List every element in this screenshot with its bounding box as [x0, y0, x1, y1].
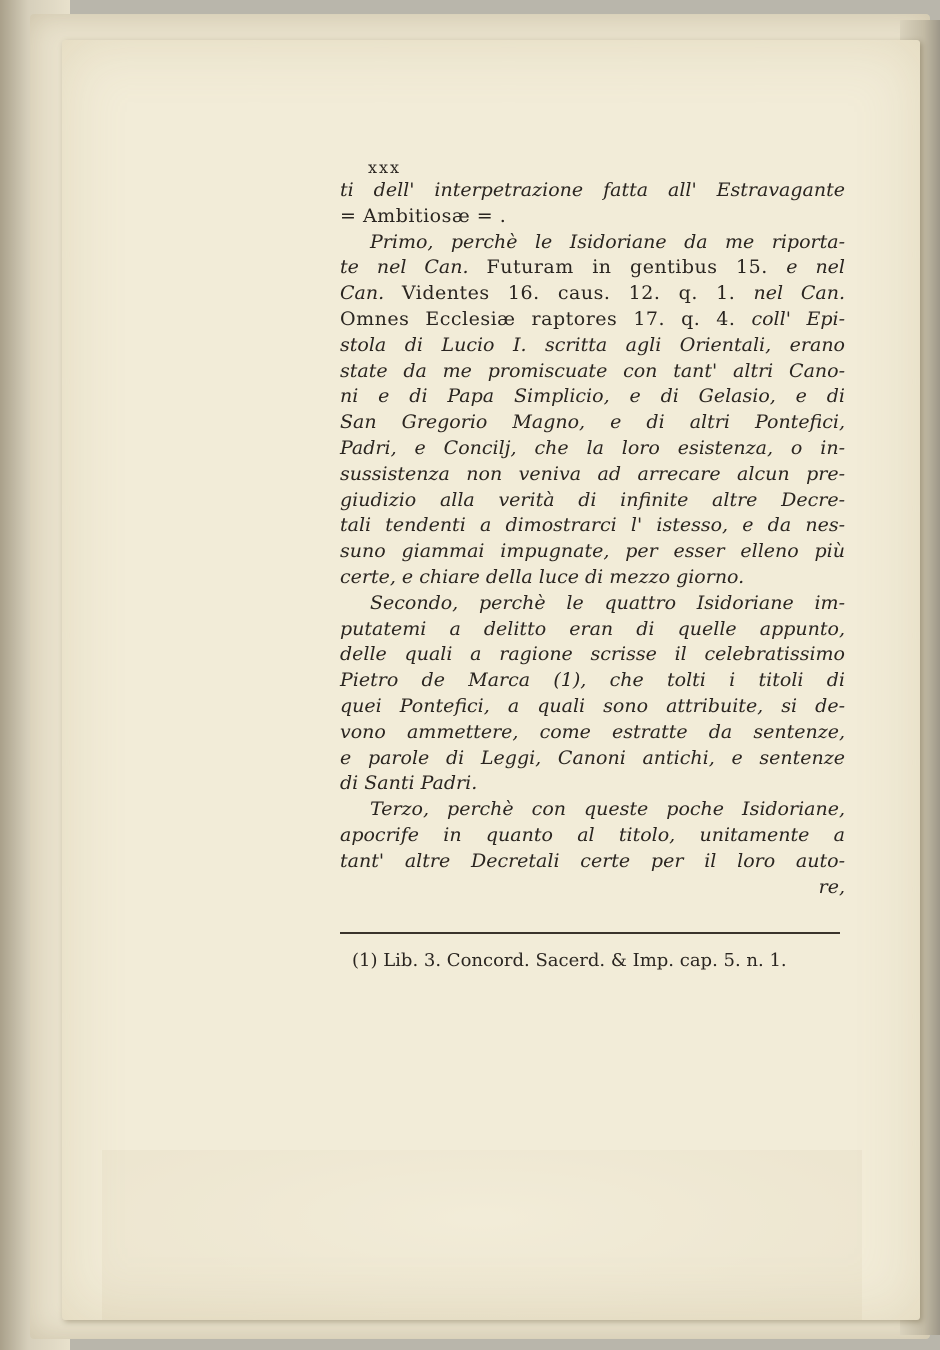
text-segment: stola di Lucio I. scritta agli Orientali, erano [340, 333, 845, 356]
text-segment: te nel Can. [340, 256, 487, 279]
text-line [340, 565, 845, 591]
text-line [340, 539, 845, 565]
text-line [340, 694, 845, 720]
text-segment: tali tendenti a dimostrarci l' istesso, e da nes- [340, 514, 845, 537]
text-line [340, 746, 845, 772]
text-segment: quei Pontefici, a quali sono attribuite, si de- [340, 694, 845, 717]
text-line [340, 204, 845, 230]
text-line [340, 849, 845, 875]
text-line [340, 333, 845, 359]
text-line [340, 488, 845, 514]
text-segment: e nel [786, 256, 846, 279]
text-line [340, 359, 845, 385]
text-line [340, 178, 845, 204]
text-segment: Omnes Ecclesiæ raptores 17. q. 4. [340, 307, 752, 330]
text-segment: certe, e chiare della luce di mezzo giorno. [340, 565, 745, 588]
text-segment: delle quali a ragione scrisse il celebratissimo [340, 643, 845, 666]
text-segment: San Gregorio Magno, e di altri Pontefici, [340, 411, 845, 434]
text-segment: Videntes 16. caus. 12. q. 1. [401, 282, 754, 305]
text-segment: vono ammettere, come estratte da sentenze, [340, 720, 845, 743]
text-line [340, 410, 845, 436]
page-text-block [340, 158, 845, 974]
text-segment: di Santi Padri. [340, 772, 478, 795]
text-segment: ni e di Papa Simplicio, e di Gelasio, e di [340, 385, 845, 408]
text-segment: putatemi a delitto eran di quelle appunto, [340, 617, 845, 640]
text-segment: Padri, e Concilj, che la loro esistenza, o in- [340, 436, 845, 459]
text-line [340, 823, 845, 849]
text-line [340, 875, 845, 901]
body-text [340, 178, 845, 900]
text-segment: re, [818, 875, 845, 898]
text-segment: coll' Epi- [751, 307, 845, 330]
text-segment: ti dell' interpetrazione fatta all' Estravagante [340, 179, 845, 201]
text-line [340, 797, 845, 823]
text-segment: apocrife in quanto al titolo, unitamente a [340, 823, 845, 846]
text-line [340, 642, 845, 668]
text-line [340, 720, 845, 746]
text-segment: = Ambitiosæ = . [340, 204, 507, 227]
footnote-rule [340, 932, 840, 934]
text-line [340, 307, 845, 333]
text-segment: Pietro de Marca (1), che tolti i titoli di [340, 669, 845, 692]
text-segment: giudizio alla verità di infinite altre Decre- [340, 488, 845, 511]
text-line [340, 384, 845, 410]
text-segment: suno giammai impugnate, per esser elleno più [340, 540, 845, 563]
text-line [340, 513, 845, 539]
page-number: xxx [368, 158, 402, 177]
text-line [340, 462, 845, 488]
text-segment: Futuram in gentibus 15. [486, 256, 787, 279]
footnote: (1) Lib. 3. Concord. Sacerd. & Imp. cap. 5. n. 1. [352, 950, 787, 972]
text-line [340, 668, 845, 694]
text-line [340, 771, 845, 797]
text-segment: nel Can. [753, 282, 845, 305]
text-line [340, 255, 845, 281]
text-segment: Primo, perchè le Isidoriane da me riporta- [370, 230, 845, 253]
text-segment: Terzo, perchè con queste poche Isidoriane, [370, 798, 845, 821]
text-line [340, 436, 845, 462]
text-segment: tant' altre Decretali certe per il loro auto- [340, 849, 845, 872]
text-line [340, 591, 845, 617]
text-line [340, 230, 845, 256]
text-line [340, 617, 845, 643]
text-segment: e parole di Leggi, Canoni antichi, e sentenze [340, 746, 845, 769]
text-line [340, 281, 845, 307]
text-segment: Secondo, perchè le quattro Isidoriane im- [370, 591, 845, 614]
text-segment: state da me promiscuate con tant' altri Cano- [340, 359, 845, 382]
text-segment: Can. [340, 282, 402, 305]
text-segment: sussistenza non veniva ad arrecare alcun pre- [340, 462, 845, 485]
